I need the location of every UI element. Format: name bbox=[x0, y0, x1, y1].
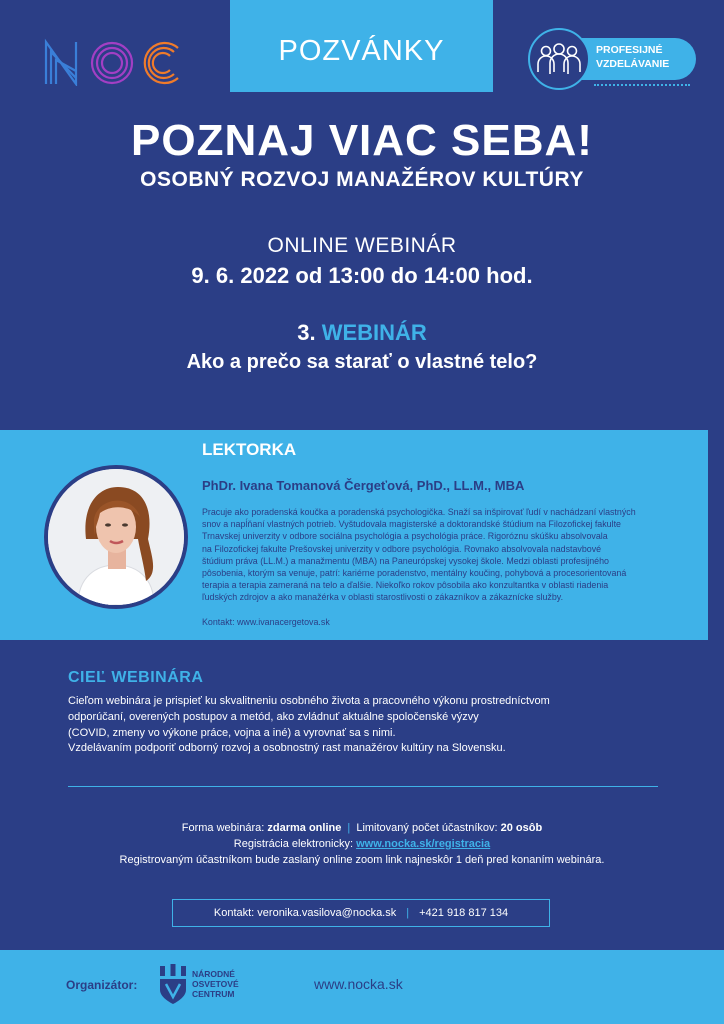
pozvanky-banner bbox=[230, 0, 493, 92]
registration-line bbox=[0, 836, 724, 852]
form-line bbox=[0, 820, 724, 836]
bio-line: Trnavskej univerzity v odbore sociálna psychológia a psychológia práce. Rigoróznu skúšku absolvovala bbox=[202, 531, 608, 542]
webinar-number bbox=[0, 320, 724, 346]
goal-line: Cieľom webinára je prispieť ku skvalitneniu osobného života a pracovného výkonu prostredníctvom bbox=[68, 695, 550, 707]
lecturer-name: PhDr. Ivana Tomanová Čergeťová, PhD., LL.M., MBA bbox=[202, 478, 525, 493]
goal-title: CIEĽ WEBINÁRA bbox=[68, 669, 204, 686]
form-label: Forma webinára: bbox=[181, 822, 265, 834]
organizer-name bbox=[192, 969, 239, 999]
registration-link[interactable]: www.nocka.sk/registracia bbox=[356, 838, 491, 850]
bio-line: na Filozofickej fakulte Prešovskej univerzity v odbore psychológia. Rovnako absolvovala nadstavbové bbox=[202, 543, 602, 554]
section-divider bbox=[68, 786, 658, 787]
contact-phone[interactable]: +421 918 817 134 bbox=[419, 907, 509, 919]
bio-line: Pracuje ako poradenská koučka a poradenská psychologička. Snaží sa inšpirovať ľudí v nachádzaní vlastných bbox=[202, 507, 636, 517]
webinar-number-digit: 3. bbox=[297, 320, 316, 345]
noc-emblem-icon bbox=[158, 964, 188, 1004]
online-webinar-label: ONLINE WEBINÁR bbox=[267, 234, 457, 257]
org-line-3: CENTRUM bbox=[192, 989, 235, 999]
goal-line: odporúčaní, overených postupov a metód, ako zvládnuť aktuálne spoločenské výzvy bbox=[68, 710, 479, 723]
badge-line-1: PROFESIJNÉ bbox=[596, 44, 663, 56]
org-line-1: NÁRODNÉ bbox=[192, 969, 235, 979]
lecturer-section-label: LEKTORKA bbox=[202, 440, 297, 459]
limit-label: Limitovaný počet účastníkov: bbox=[356, 822, 498, 834]
contact-email[interactable]: Kontakt: veronika.vasilova@nocka.sk bbox=[213, 907, 397, 919]
sub-title: OSOBNÝ ROZVOJ MANAŽÉROV KULTÚRY bbox=[140, 168, 584, 191]
people-icon bbox=[536, 42, 582, 76]
bio-line: štúdium práva (LL.M.) a manažmentu (MBA) na Paneurópskej vysokej škole. Medzi oblasti profesijného bbox=[202, 555, 609, 566]
lecturer-bio bbox=[202, 506, 702, 604]
lecturer-photo bbox=[44, 465, 188, 609]
bio-line: snov a napĺňaní vlastných potrieb. Vyštudovala magisterské a doktorandské štúdium na Filozofickej fakulte bbox=[202, 519, 621, 530]
organizer-label: Organizátor: bbox=[66, 978, 138, 992]
badge-line-2: VZDELÁVANIE bbox=[596, 58, 670, 70]
webinar-info bbox=[0, 820, 724, 868]
bio-line: pôsobenia, ktorým sa venuje, patrí: kariérne poradenstvo, mentálny koučing, pohybová a procesorientovaná bbox=[202, 568, 627, 579]
bio-line: ľudských zdrojov a ako manažérka v oblasti starostlivosti o zákazníkov a zákaznícke služby. bbox=[202, 592, 564, 603]
main-title: POZNAJ VIAC SEBA! bbox=[131, 116, 593, 165]
noc-logo bbox=[44, 38, 184, 86]
bio-line: terapia a terapia zameraná na telo a ďalšie. Niekoľko rokov pôsobila ako konzultantka v oblasti riadenia bbox=[202, 580, 609, 591]
goal-text bbox=[68, 694, 668, 757]
info-separator: | bbox=[347, 822, 351, 834]
org-line-2: OSVETOVÉ bbox=[192, 979, 239, 989]
webinar-topic: Ako a prečo sa starať o vlastné telo? bbox=[186, 351, 538, 373]
contact-box bbox=[172, 899, 550, 927]
webinar-number-word: WEBINÁR bbox=[321, 320, 427, 345]
lecturer-contact: Kontakt: www.ivanacergetova.sk bbox=[202, 617, 330, 627]
form-value: zdarma online bbox=[267, 822, 342, 834]
goal-line: Vzdelávaním podporiť odborný rozvoj a osobnostný rast manažérov kultúry na Slovensku. bbox=[68, 742, 506, 755]
limit-value: 20 osôb bbox=[500, 822, 543, 834]
contact-separator: | bbox=[406, 907, 410, 919]
pozvanky-label: POZVÁNKY bbox=[278, 34, 445, 67]
goal-line: (COVID, zmeny vo výkone práce, vojna a iné) a vyrovnať sa s nimi. bbox=[68, 726, 396, 739]
registration-label: Registrácia elektronicky: bbox=[233, 838, 354, 850]
footer-url[interactable]: www.nocka.sk bbox=[314, 976, 403, 992]
event-date: 9. 6. 2022 od 13:00 do 14:00 hod. bbox=[191, 263, 533, 288]
zoom-note: Registrovaným účastníkom bude zaslaný online zoom link najneskôr 1 deň pred konaním webinára. bbox=[119, 854, 605, 866]
profesijne-vzdelavanie-badge bbox=[528, 28, 698, 90]
